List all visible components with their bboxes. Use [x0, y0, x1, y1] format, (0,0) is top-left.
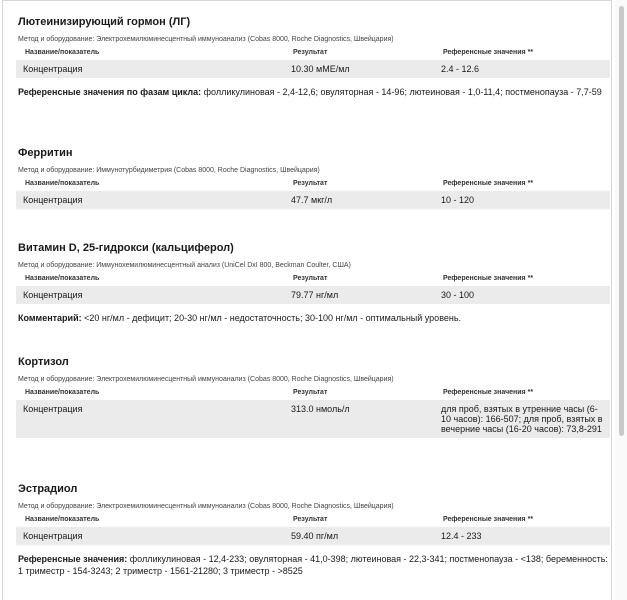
test-section-cortisol [18, 356, 610, 438]
header-name: Название/показатель [25, 49, 100, 56]
header-reference: Референсные значения ** [443, 516, 534, 523]
table-row [16, 400, 610, 438]
table-header [18, 49, 610, 60]
row-reference: для проб, взятых в утренние часы (6-10 часов): 166-507; для проб, взятых в вечерние часы (16-20 часов): 73,8-291 [441, 404, 603, 434]
note-text: <20 нг/мл - дефицит; 20-30 нг/мл - недостаточность; 30-100 нг/мл - оптимальный уровень. [81, 313, 462, 323]
test-title: Витамин D, 25-гидрокси (кальциферол) [18, 242, 234, 254]
method-text: Метод и оборудование: Электрохемилюминесцентный иммуноанализ (Cobas 8000, Roche Diagnostics, Швейцария) [18, 36, 394, 43]
row-result: 59.40 пг/мл [291, 531, 339, 541]
scrollbar-thumb[interactable] [619, 6, 624, 436]
test-title: Лютеинизирующий гормон (ЛГ) [18, 16, 191, 28]
note-label: Референсные значения по фазам цикла: [18, 87, 202, 97]
test-title: Ферритин [18, 147, 73, 159]
note-text: фолликулиновая - 12,4-233; овуляторная - 41,0-398; лютеиновая - 22,3-341; постменопауза - <138; беременность: 1 триместр - 154-3243; 2 триместр - 1561-21280; 3 триместр - >8525 [18, 554, 608, 576]
note-text: фолликулиновая - 2,4-12,6; овуляторная - 14-96; лютеиновая - 1,0-11,4; постменопауза - 7,7-59 [201, 87, 602, 97]
scrollbar[interactable] [615, 0, 627, 600]
header-result: Результат [293, 180, 328, 187]
row-result: 313.0 нмоль/л [291, 404, 350, 414]
row-name: Концентрация [23, 64, 83, 74]
table-header [18, 275, 610, 286]
table-header [18, 180, 610, 191]
table-row [16, 191, 610, 209]
test-section-estradiol [18, 483, 610, 577]
reference-note [18, 86, 610, 98]
header-result: Результат [293, 275, 328, 282]
table-header [18, 389, 610, 400]
header-name: Название/показатель [25, 389, 100, 396]
table-row [16, 527, 610, 545]
row-result: 47.7 мкг/л [291, 195, 333, 205]
method-text: Метод и оборудование: Электрохемилюминесцентный иммуноанализ (Cobas 8000, Roche Diagnostics, Швейцария) [18, 376, 394, 383]
row-reference: 30 - 100 [441, 290, 475, 300]
row-reference: 10 - 120 [441, 195, 475, 205]
header-result: Результат [293, 516, 328, 523]
note-label: Комментарий: [18, 313, 82, 323]
header-name: Название/показатель [25, 180, 100, 187]
row-reference: 2.4 - 12.6 [441, 64, 480, 74]
header-name: Название/показатель [25, 516, 100, 523]
reference-note [18, 553, 610, 577]
header-result: Результат [293, 389, 328, 396]
header-result: Результат [293, 49, 328, 56]
header-reference: Референсные значения ** [443, 49, 534, 56]
method-text: Метод и оборудование: Иммунотурбидиметрия (Cobas 8000, Roche Diagnostics, Швейцария) [18, 167, 320, 174]
table-row [16, 286, 610, 304]
row-result: 10.30 мМЕ/мл [291, 64, 350, 74]
header-reference: Референсные значения ** [443, 275, 534, 282]
row-name: Концентрация [23, 290, 83, 300]
row-name: Концентрация [23, 195, 83, 205]
header-reference: Референсные значения ** [443, 389, 534, 396]
header-reference: Референсные значения ** [443, 180, 534, 187]
row-reference: 12.4 - 233 [441, 531, 482, 541]
test-title: Эстрадиол [18, 483, 78, 495]
header-name: Название/показатель [25, 275, 100, 282]
row-result: 79.77 нг/мл [291, 290, 339, 300]
test-section-ferritin [18, 147, 610, 209]
row-name: Концентрация [23, 404, 83, 414]
method-text: Метод и оборудование: Электрохемилюминесцентный иммуноанализ (Cobas 8000, Roche Diagnostics, Швейцария) [18, 503, 394, 510]
table-row [16, 60, 610, 78]
row-name: Концентрация [23, 531, 83, 541]
test-section-vitamin-d [18, 242, 610, 324]
method-text: Метод и оборудование: Иммунохемилюминесцентный анализ (UniCel DxI 800, Beckman Coulter, США) [18, 262, 351, 269]
test-title: Кортизол [18, 356, 69, 368]
table-header [18, 516, 610, 527]
comment-note [18, 312, 610, 324]
note-label: Референсные значения: [18, 554, 128, 564]
test-section-lh [18, 16, 610, 98]
